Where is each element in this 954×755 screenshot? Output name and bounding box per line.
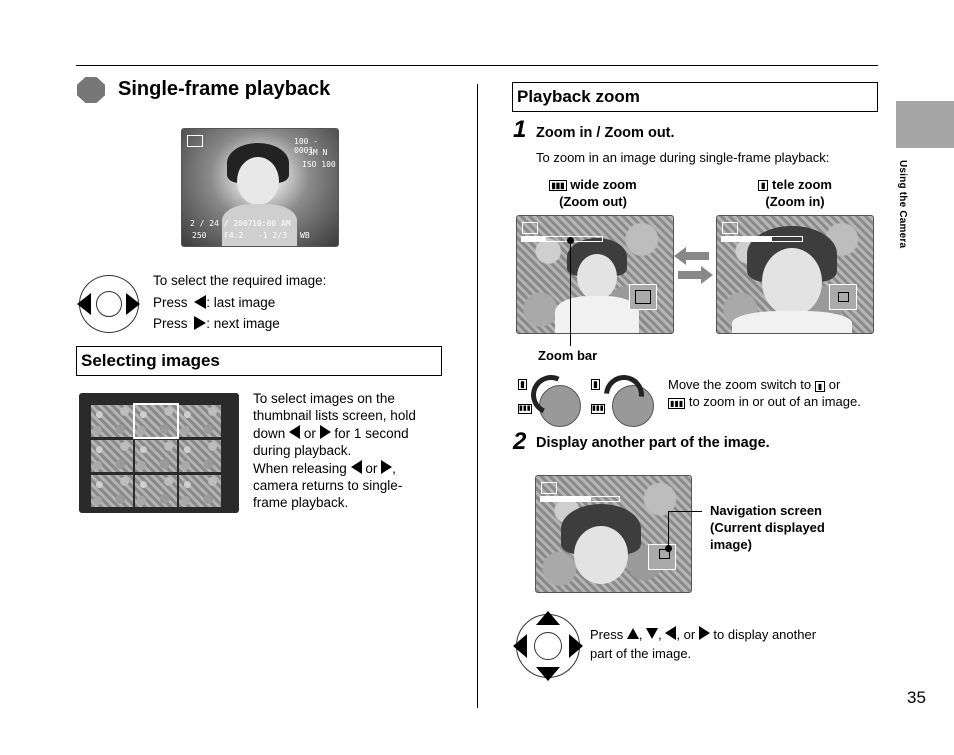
press-label: Press xyxy=(153,316,188,331)
nav-label-line: image) xyxy=(710,537,752,552)
left-arrow-icon xyxy=(665,626,676,640)
wide-zoom-icon: ▮▮▮ xyxy=(551,181,565,190)
selecting-line: thumbnail lists screen, hold xyxy=(253,408,416,423)
dpad-left-right-icon xyxy=(79,275,139,333)
lcd-date: 2 / 24 / 2007 xyxy=(190,219,253,228)
press-label: Press xyxy=(153,295,188,310)
press-word: , or xyxy=(676,627,696,642)
right-arrow-icon xyxy=(194,316,206,330)
left-arrow-icon xyxy=(289,425,300,439)
select-line-2 xyxy=(153,293,275,311)
playback-zoom-heading: Playback zoom xyxy=(512,82,878,112)
nav-label-line: Navigation screen xyxy=(710,503,822,518)
zoom-bar-label: Zoom bar xyxy=(538,348,598,363)
zoom-out-arrow-icon xyxy=(678,271,702,279)
playback-mode-icon xyxy=(187,135,203,147)
lcd-frame-number: 100 - 0001 xyxy=(294,137,319,155)
selecting-line xyxy=(253,424,443,442)
selecting-line xyxy=(253,459,443,477)
lcd-playback-image xyxy=(181,128,339,247)
navigation-screen-label xyxy=(710,502,825,553)
tele-zoom-icon: ▮ xyxy=(815,381,825,392)
down-arrow-icon xyxy=(646,628,658,639)
lcd-image-size: 3M N xyxy=(308,148,328,157)
zoom-switch-text-c: to zoom in or out of an image. xyxy=(688,394,861,409)
selecting-line: frame playback. xyxy=(253,495,349,510)
zoom-in-arrow-icon xyxy=(683,252,709,260)
lcd-iso: ISO 100 xyxy=(302,160,336,169)
playback-mode-icon xyxy=(522,222,538,234)
selecting-word: or xyxy=(303,426,316,441)
zoom-switch-text-b: or xyxy=(828,377,841,392)
left-arrow-icon xyxy=(351,460,362,474)
lcd-exposure: -1 2/3 xyxy=(258,231,287,240)
section-marker-icon xyxy=(77,77,105,103)
left-arrow-icon xyxy=(194,295,206,309)
wide-zoom-icon: ▮▮▮ xyxy=(670,399,684,408)
chapter-tab-label: Using the Camera xyxy=(897,160,908,249)
step-2-number: 2 xyxy=(513,428,527,455)
selecting-images-text xyxy=(253,390,443,511)
zoom-in-screen xyxy=(716,215,874,334)
zoom-out-screen xyxy=(516,215,674,334)
step-2-title: Display another part of the image. xyxy=(536,435,770,451)
page-number: 35 xyxy=(907,688,926,707)
tele-zoom-icon: ▮ xyxy=(758,180,768,191)
next-image-label: : next image xyxy=(206,316,280,331)
step-1-number: 1 xyxy=(513,116,527,143)
arrow-head-right xyxy=(701,266,713,284)
zoom-switch-tele-icon: ▮ ▮▮▮ xyxy=(590,371,660,417)
wide-zoom-label xyxy=(528,176,658,210)
selecting-word: When releasing xyxy=(253,461,347,476)
navigation-callout-line xyxy=(668,511,702,512)
press-word: , xyxy=(658,627,662,642)
lcd-shutter: 250 xyxy=(192,231,207,240)
selecting-images-heading: Selecting images xyxy=(76,346,442,376)
last-image-label: : last image xyxy=(206,295,276,310)
zoom-bar-callout-dot xyxy=(567,237,574,244)
selecting-word: down xyxy=(253,426,286,441)
navigation-callout-dot xyxy=(665,545,672,552)
zoom-bar xyxy=(540,496,620,502)
press-word: part of the image. xyxy=(590,646,692,661)
thumbnail-screen xyxy=(79,393,239,513)
arrow-head-left xyxy=(674,247,686,265)
zoom-switch-wide-icon: ▮ ▮▮▮ xyxy=(517,371,587,417)
select-line-1: To select the required image: xyxy=(153,273,327,288)
wide-zoom-text: wide zoom xyxy=(570,177,637,192)
selecting-word: or xyxy=(365,461,378,476)
right-arrow-icon xyxy=(320,425,331,439)
selecting-line: during playback. xyxy=(253,443,352,458)
tele-zoom-subtext: (Zoom in) xyxy=(765,194,825,209)
selecting-word: , xyxy=(392,461,396,476)
zoom-bar xyxy=(721,236,803,242)
tele-zoom-text: tele zoom xyxy=(772,177,832,192)
press-word: , xyxy=(638,627,643,642)
right-arrow-icon xyxy=(699,626,710,640)
zoom-switch-text xyxy=(668,376,883,410)
dpad-four-way-icon xyxy=(516,614,580,678)
up-arrow-icon xyxy=(627,628,639,639)
playback-mode-icon xyxy=(541,482,557,494)
top-rule xyxy=(76,65,878,66)
step-1-description: To zoom in an image during single-frame playback: xyxy=(536,150,830,165)
zoom-switch-text-a: Move the zoom switch to xyxy=(668,377,812,392)
press-word: to display another xyxy=(713,627,817,642)
select-line-3 xyxy=(153,314,280,332)
selecting-line: camera returns to single- xyxy=(253,478,403,493)
lcd-aperture: F4.2 xyxy=(224,231,244,240)
navigation-callout-line-vertical xyxy=(668,511,669,549)
selecting-word: for 1 second xyxy=(334,426,409,441)
selecting-line: To select images on the xyxy=(253,391,395,406)
zoom-bar xyxy=(521,236,603,242)
column-divider xyxy=(477,84,478,708)
chapter-tab xyxy=(896,101,954,148)
lcd-time: 10:00 AM xyxy=(252,219,291,228)
zoom-bar-callout-line xyxy=(570,240,571,346)
section-title: Single-frame playback xyxy=(118,78,331,100)
nav-label-line: (Current displayed xyxy=(710,520,825,535)
navigation-frame xyxy=(629,284,657,310)
right-arrow-icon xyxy=(381,460,392,474)
press-word: Press xyxy=(590,627,624,642)
tele-zoom-label xyxy=(730,176,860,210)
lcd-wb: WB xyxy=(300,231,310,240)
press-directions-text xyxy=(590,625,880,663)
step-1-title: Zoom in / Zoom out. xyxy=(536,125,675,141)
wide-zoom-subtext: (Zoom out) xyxy=(559,194,627,209)
navigation-frame xyxy=(829,284,857,310)
playback-mode-icon xyxy=(722,222,738,234)
